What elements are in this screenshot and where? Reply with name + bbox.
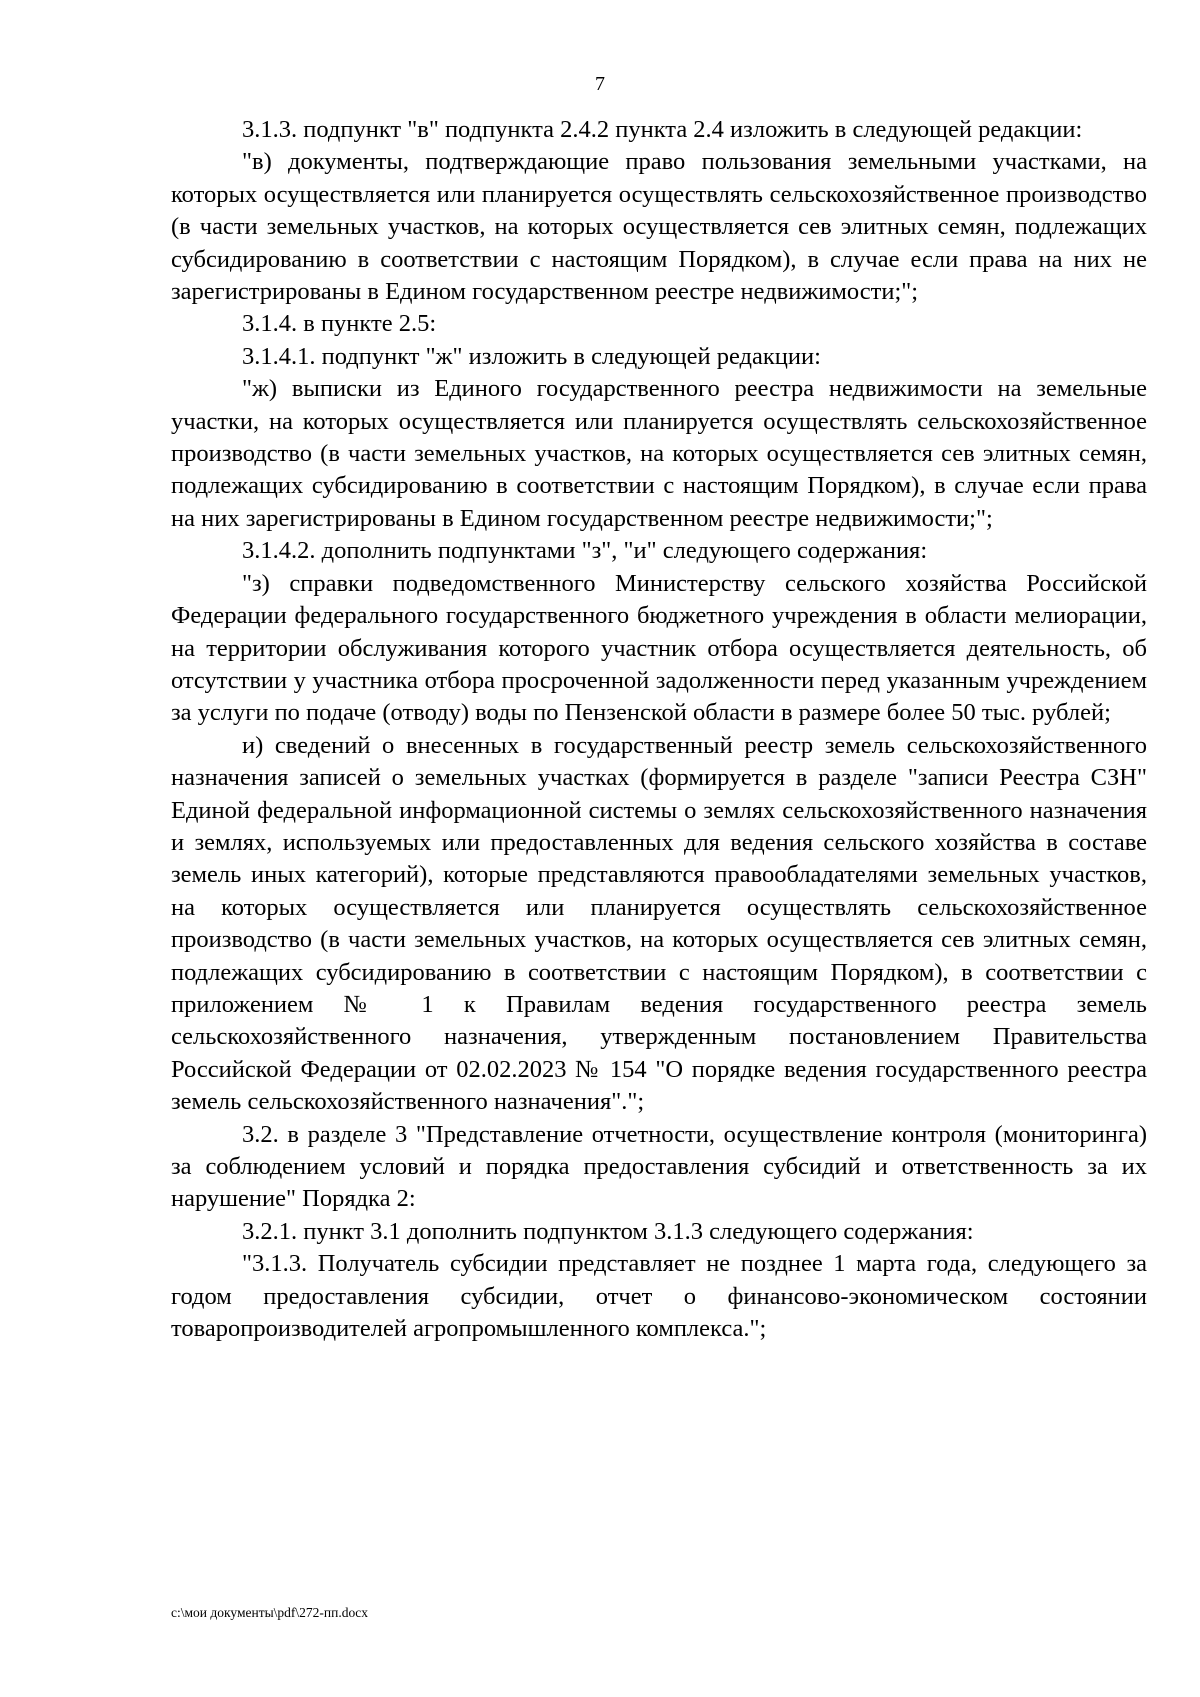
paragraph-3-2: 3.2. в разделе 3 "Представление отчетности, осуществление контроля (мониторинга) за соблюдением условий и порядка предоставления субсидий и ответственность за их нарушение" Порядка 2: (171, 1120, 1147, 1213)
paragraph-3-1-4-2: 3.1.4.2. дополнить подпунктами "з", "и" следующего содержания: (242, 537, 928, 565)
page-number: 7 (595, 73, 605, 95)
footer-file-path: c:\мои документы\pdf\272-пп.docx (171, 1605, 368, 1620)
paragraph-subitem-v: "в) документы, подтверждающие право пользования земельными участками, на которых осуществляется или планируется осуществлять сельскохозяйственное производство (в части земельных участков, на которых осуществляется сев элитных семян, подлежащих субсидированию в соответствии с настоящим Порядком), в случае если права на них не зарегистрированы в Едином государственном реестре недвижимости;"; (171, 148, 1147, 306)
document-body (171, 114, 1147, 1345)
paragraph-subitem-zh: "ж) выписки из Единого государственного реестра недвижимости на земельные участки, на которых осуществляется или планируется осуществлять сельскохозяйственное производство (в части земельных участков, на которых осуществляется сев элитных семян, подлежащих субсидированию в соответствии с настоящим Порядком), в случае если права на них зарегистрированы в Едином государственном реестре недвижимости;"; (171, 375, 1147, 532)
paragraph-3-2-1: 3.2.1. пункт 3.1 дополнить подпунктом 3.1.3 следующего содержания: (242, 1217, 974, 1245)
paragraph-subitem-z: "з) справки подведомственного Министерству сельского хозяйства Российской Федерации федерального государственного бюджетного учреждения в области мелиорации, на территории обслуживания которого участник отбора осуществляется деятельность, об отсутствии у участника отбора просроченной задолженности перед указанным учреждением за услуги по подаче (отводу) воды по Пензенской области в размере более 50 тыс. рублей; (171, 569, 1147, 727)
paragraph-new-3-1-3: "3.1.3. Получатель субсидии представляет не позднее 1 марта года, следующего за годом предоставления субсидии, отчет о финансово-экономическом состоянии товаропроизводителей агропромышленного комплекса."; (171, 1250, 1147, 1343)
paragraph-3-1-3: 3.1.3. подпункт "в" подпункта 2.4.2 пункта 2.4 изложить в следующей редакции: (242, 116, 1083, 143)
paragraph-subitem-i: и) сведений о внесенных в государственный реестр земель сельскохозяйственного назначения записей о земельных участках (формируется в разделе "записи Реестра СЗН" Единой федеральной информационной системы о землях сельскохозяйственного назначения и землях, используемых или предоставленных для ведения сельского хозяйства в составе земель иных категорий), которые представляются правообладателями земельных участков, на которых осуществляется или планируется осуществлять сельскохозяйственное производство (в части земельных участков, на которых осуществляется сев элитных семян, подлежащих субсидированию в соответствии с настоящим Порядком), в соответствии с приложением № 1 к Правилам ведения государственного реестра земель сельскохозяйственного назначения, утвержденным постановлением Правительства Российской Федерации от 02.02.2023 № 154 "О порядке ведения государственного реестра земель сельскохозяйственного назначения"."; (171, 731, 1147, 1116)
paragraph-3-1-4-1: 3.1.4.1. подпункт "ж" изложить в следующей редакции: (242, 342, 821, 370)
paragraph-3-1-4: 3.1.4. в пункте 2.5: (242, 310, 437, 338)
